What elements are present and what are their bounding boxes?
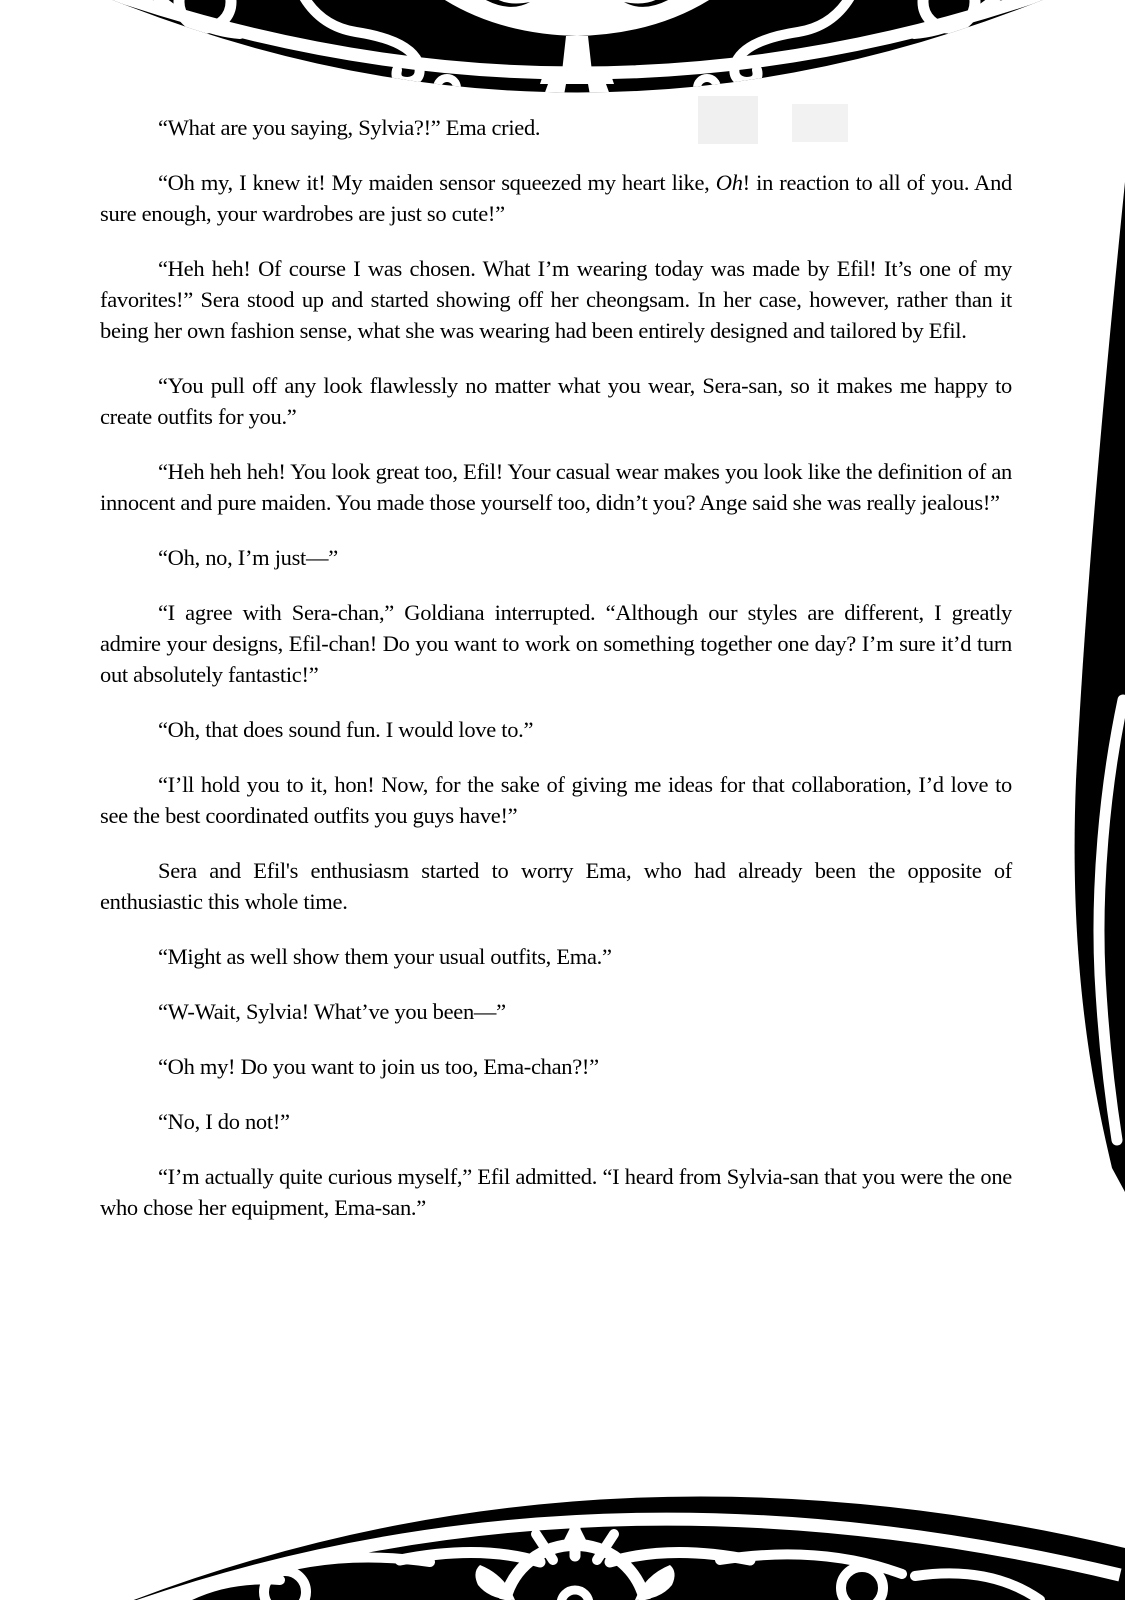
paragraph <box>100 941 1012 972</box>
paragraph <box>100 112 1012 143</box>
text-segment: “No, I do not!” <box>158 1109 290 1134</box>
text-segment: Oh <box>715 170 743 195</box>
text-segment: “Oh my! Do you want to join us too, Ema-chan?!” <box>158 1054 599 1079</box>
text-segment: “You pull off any look flawlessly no matter what you wear, Sera-san, so it makes me happy to create outfits for you.” <box>100 373 1012 429</box>
text-segment: “W-Wait, Sylvia! What’ve you been—” <box>158 999 506 1024</box>
paragraph <box>100 167 1012 229</box>
text-segment: Sera and Efil's enthusiasm started to worry Ema, who had already been the opposite of enthusiastic this whole time. <box>100 858 1012 914</box>
paragraph <box>100 1106 1012 1137</box>
bottom-emblem-ornament <box>108 1496 1125 1600</box>
text-segment: “I’m actually quite curious myself,” Efil admitted. “I heard from Sylvia-san that you were the one who chose her equipment, Ema-san.” <box>100 1164 1012 1220</box>
paragraph <box>100 1051 1012 1082</box>
paragraph <box>100 253 1012 346</box>
paragraph <box>100 456 1012 518</box>
text-segment: “I agree with Sera-chan,” Goldiana interrupted. “Although our styles are different, I greatly admire your designs, Efil-chan! Do you want to work on something together one day? I’m sure it’d turn out absolutely fantastic!” <box>100 600 1012 687</box>
text-segment: “Oh, no, I’m just—” <box>158 545 338 570</box>
paragraph <box>100 996 1012 1027</box>
text-segment: “Might as well show them your usual outfits, Ema.” <box>158 944 612 969</box>
text-segment: “Oh my, I knew it! My maiden sensor squeezed my heart like, <box>158 170 716 195</box>
body-text <box>100 112 1012 1247</box>
text-segment: “Heh heh heh! You look great too, Efil! Your casual wear makes you look like the definition of an innocent and pure maiden. You made those yourself too, didn’t you? Ange said she was really jealous!” <box>100 459 1012 515</box>
paragraph <box>100 542 1012 573</box>
right-brush-stroke <box>1075 182 1125 1192</box>
paragraph <box>100 714 1012 745</box>
text-segment: ! in reaction to all of you. And sure enough, your wardrobes are just so cute!” <box>100 170 1012 226</box>
paragraph <box>100 370 1012 432</box>
text-segment: “I’ll hold you to it, hon! Now, for the sake of giving me ideas for that collaboration, I’d love to see the best coordinated outfits you guys have!” <box>100 772 1012 828</box>
text-segment: “Heh heh! Of course I was chosen. What I’m wearing today was made by Efil! It’s one of my favorites!” Sera stood up and started showing off her cheongsam. In her case, however, rather than it being her own fashion sense, what she was wearing had been entirely designed and tailored by Efil. <box>100 256 1012 343</box>
paragraph <box>100 769 1012 831</box>
paragraph <box>100 597 1012 690</box>
top-emblem-ornament <box>88 0 1067 106</box>
text-segment: “What are you saying, Sylvia?!” Ema cried. <box>158 115 541 140</box>
text-segment: “Oh, that does sound fun. I would love to.” <box>158 717 534 742</box>
paragraph <box>100 855 1012 917</box>
paragraph <box>100 1161 1012 1223</box>
